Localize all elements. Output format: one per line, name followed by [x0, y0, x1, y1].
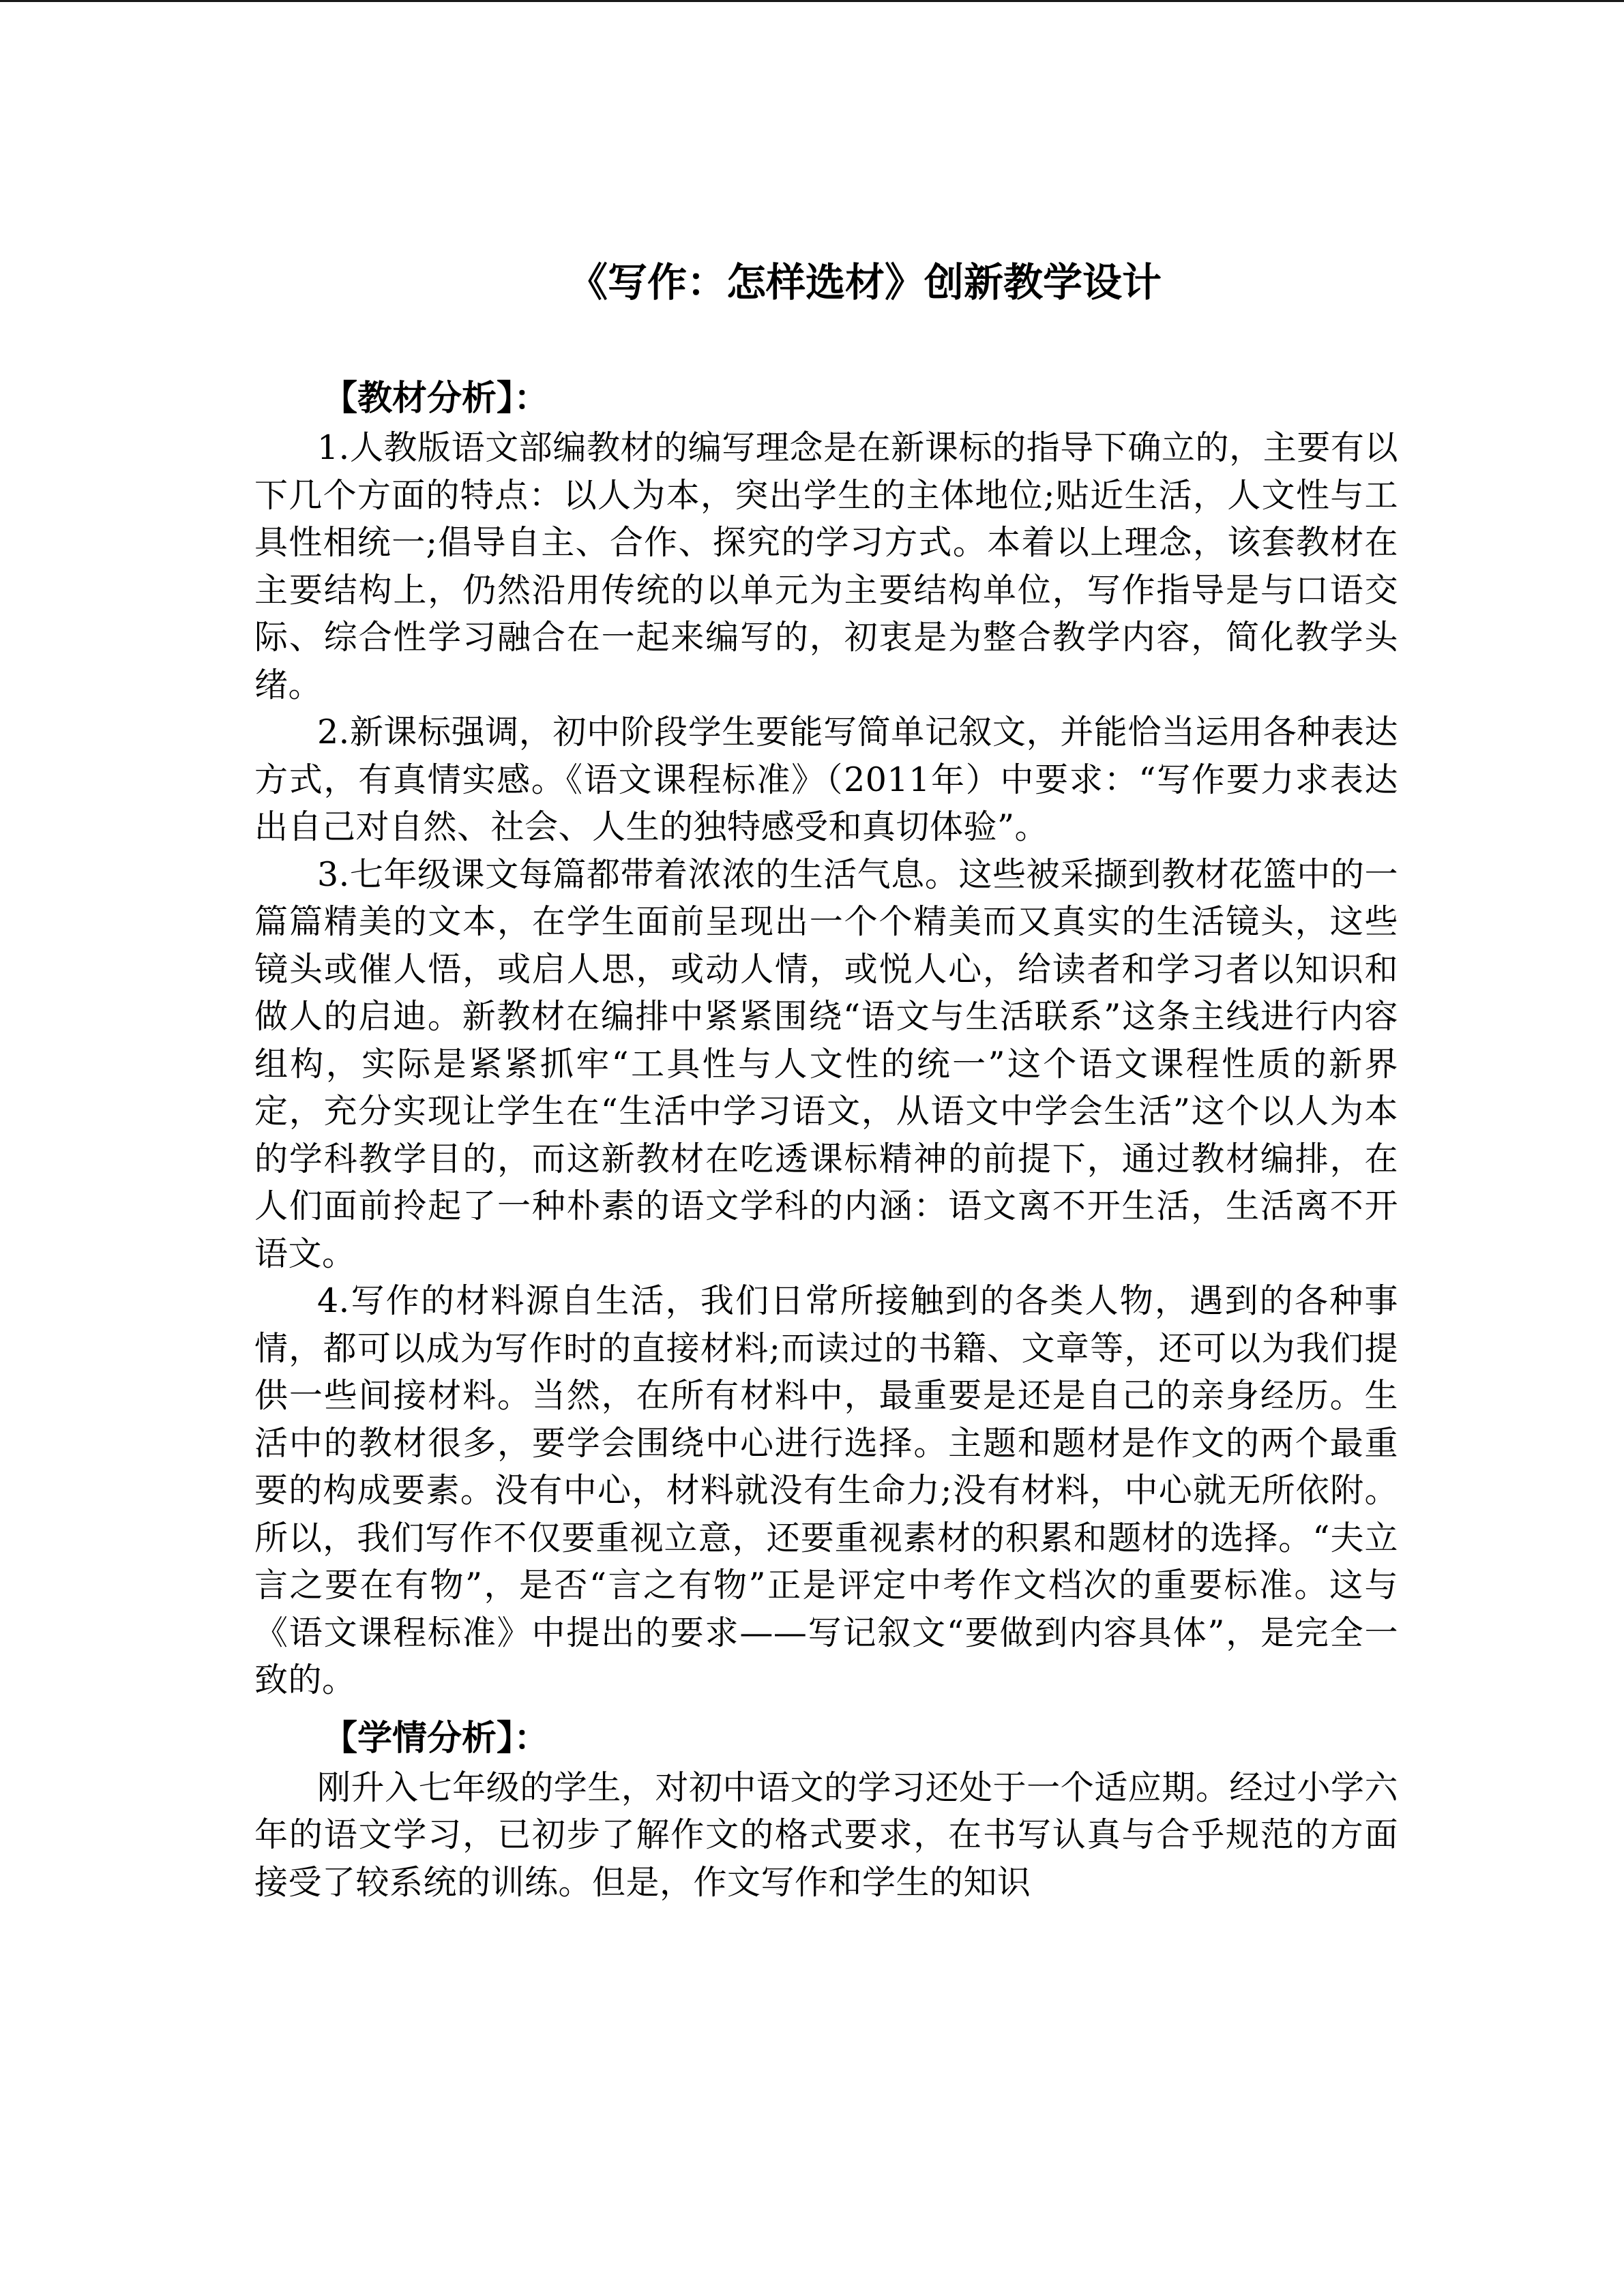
section-heading: 【学情分析】：	[323, 1718, 549, 1759]
paragraph: 1.人教版语文部编教材的编写理念是在新课标的指导下确立的，主要有以下几个方面的特点：以人为本，突出学生的主体地位;贴近生活，人文性与工具性相统一;倡导自主、合作、探究的学习方式。本着以上理念，该套教材在主要结构上，仍然沿用传统的以单元为主要结构单位，写作指导是与口语交际、综合性学习融合在一起来编写的，初衷是为整合教学内容，简化教学头绪。	[254, 428, 1398, 704]
paragraph: 2.新课标强调，初中阶段学生要能写简单记叙文，并能恰当运用各种表达方式，有真情实感。《语文课程标准》（2011年）中要求：“写作要力求表达出自己对自然、社会、人生的独特感受和真切体验”。	[254, 713, 1398, 846]
section-learner-analysis	[254, 1714, 1398, 1907]
document-body	[254, 254, 1398, 1906]
paragraph: 刚升入七年级的学生，对初中语文的学习还处于一个适应期。经过小学六年的语文学习，已初步了解作文的格式要求，在书写认真与合乎规范的方面接受了较系统的训练。但是，作文写作和学生的知识	[254, 1768, 1398, 1902]
document-title: 《写作：怎样选材》创新教学设计	[568, 259, 1162, 305]
paragraph: 4.写作的材料源自生活，我们日常所接触到的各类人物，遇到的各种事情，都可以成为写作时的直接材料;而读过的书籍、文章等，还可以为我们提供一些间接材料。当然，在所有材料中，最重要是还是自己的亲身经历。生活中的教材很多，要学会围绕中心进行选择。主题和题材是作文的两个最重要的构成要素。没有中心，材料就没有生命力;没有材料，中心就无所依附。所以，我们写作不仅要重视立意，还要重视素材的积累和题材的选择。“夫立言之要在有物”，是否“言之有物”正是评定中考作文档次的重要标准。这与《语文课程标准》中提出的要求——写记叙文“要做到内容具体”，是完全一致的。	[254, 1281, 1398, 1699]
section-textbook-analysis	[254, 374, 1398, 1704]
page-top-border	[0, 0, 1624, 2]
paragraph: 3.七年级课文每篇都带着浓浓的生活气息。这些被采撷到教材花篮中的一篇篇精美的文本，在学生面前呈现出一个个精美而又真实的生活镜头，这些镜头或催人悟，或启人思，或动人情，或悦人心，给读者和学习者以知识和做人的启迪。新教材在编排中紧紧围绕“语文与生活联系”这条主线进行内容组构，实际是紧紧抓牢“工具性与人文性的统一”这个语文课程性质的新界定，充分实现让学生在“生活中学习语文，从语文中学会生活”这个以人为本的学科教学目的，而这新教材在吃透课标精神的前提下，通过教材编排，在人们面前拎起了一种朴素的语文学科的内涵：语文离不开生活，生活离不开语文。	[254, 854, 1398, 1273]
section-heading: 【教材分析】：	[323, 378, 549, 419]
